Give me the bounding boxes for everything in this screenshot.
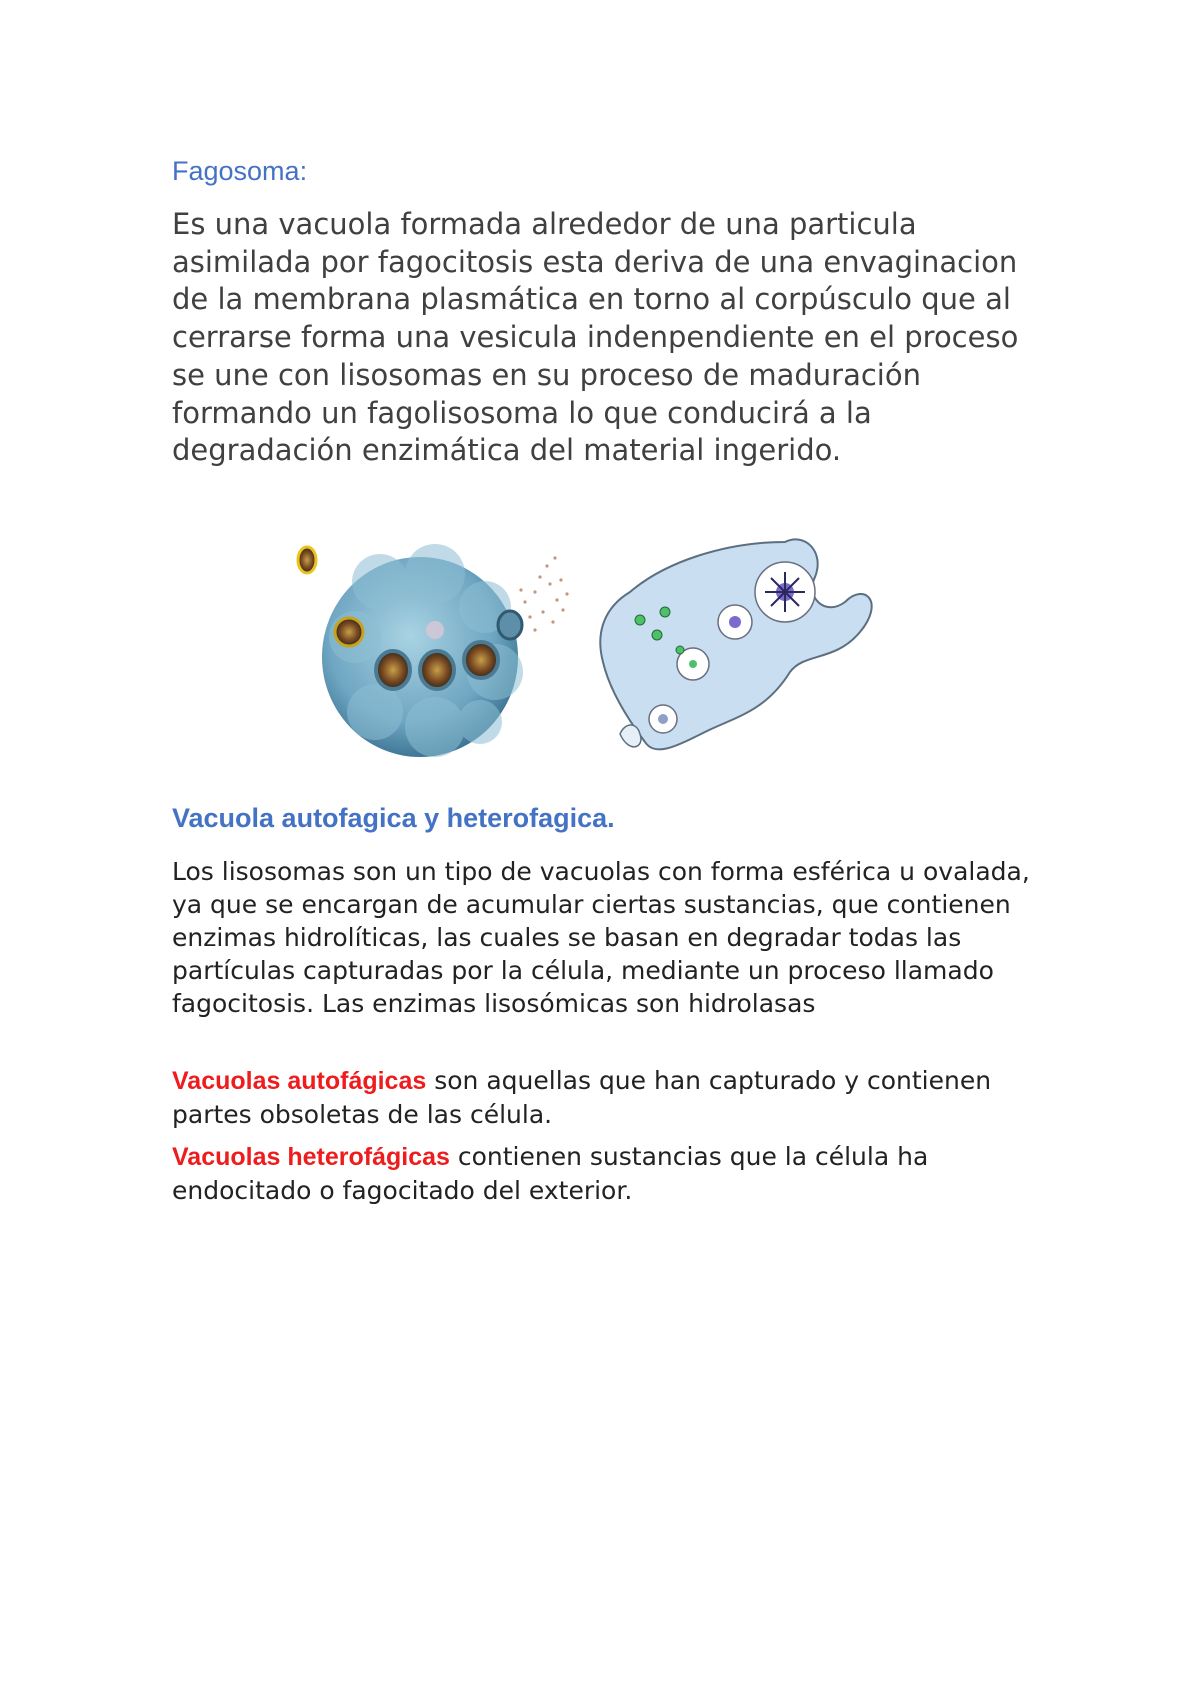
autofagicas-description: son aquellas que han capturado y contienen partes obsoletas de las célula.: [172, 1066, 992, 1129]
heterofagicas-term: Vacuolas heterofágicas: [172, 1143, 450, 1171]
section-title-fagosoma: Fagosoma:: [172, 156, 308, 186]
phagocytosis-illustration: [285, 522, 920, 784]
lisosomas-paragraph: Los lisosomas son un tipo de vacuolas con forma esférica u ovalada, ya que se encargan de acumular ciertas sustancias, que contienen enzimas hidrolíticas, las cuales se basan en degradar todas las partículas capturadas por la célula, mediante un proceso llamado fagocitosis. Las enzimas lisosómicas son hidrolasas: [172, 857, 1030, 1018]
heterofagicas-description: contienen sustancias que la célula ha endocitado o fagocitado del exterior.: [172, 1142, 929, 1205]
autofagicas-term: Vacuolas autofágicas: [172, 1067, 427, 1095]
left-cell-drawing: [298, 544, 569, 757]
autofagicas-paragraph: [172, 1064, 1052, 1131]
right-cell-drawing: [600, 539, 871, 749]
fagosoma-paragraph: Es una vacuola formada alrededor de una particula asimilada por fagocitosis esta deriva de una envaginacion de la membrana plasmática en torno al corpúsculo que al cerrarse forma una vesicula indenpendiente en el proceso se une con lisosomas en su proceso de maduración formando un fagolisosoma lo que conducirá a la degradación enzimática del material ingerido.: [172, 207, 1019, 468]
heterofagicas-paragraph: [172, 1140, 1052, 1207]
section-title-vacuola: Vacuola autofagica y heterofagica.: [172, 803, 615, 833]
